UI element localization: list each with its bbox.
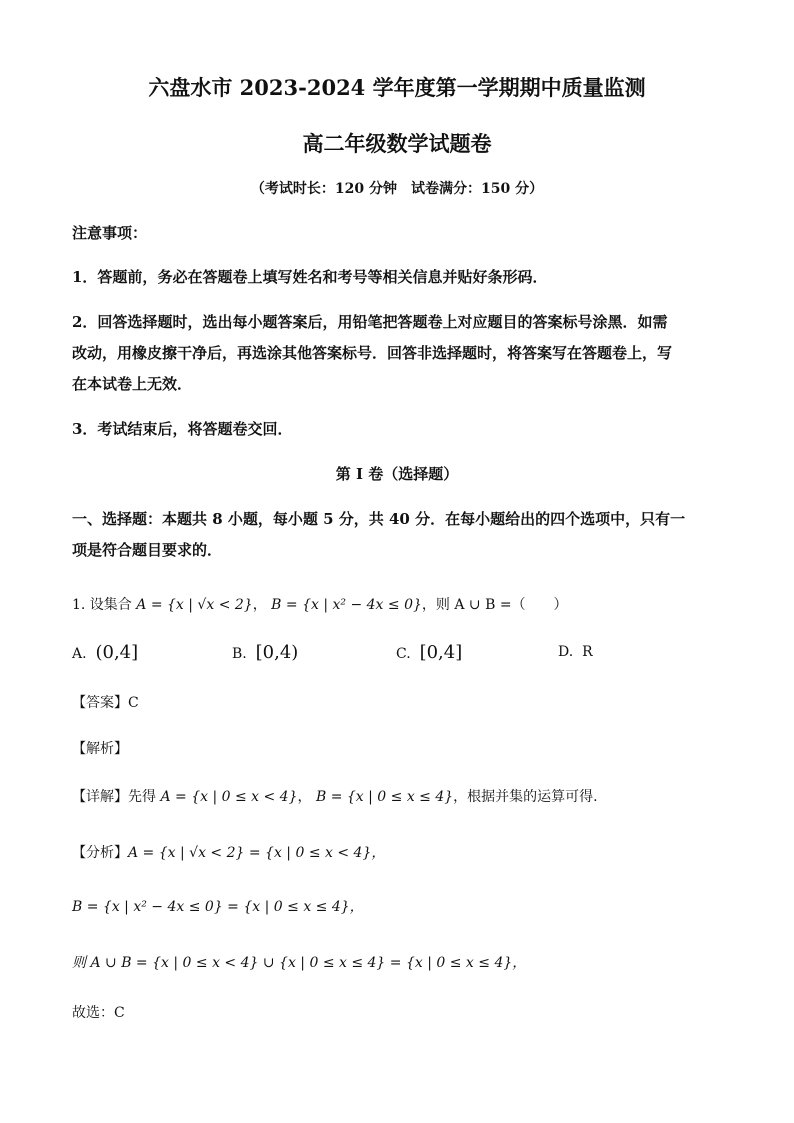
question-1-set-a: A = {x | √x < 2} <box>136 597 253 613</box>
conclusion: 故选：C <box>72 1005 125 1021</box>
question-1-set-b: B = {x | x² − 4x ≤ 0} <box>271 597 422 613</box>
section-intro-line-2: 项是符合题目要求的． <box>72 541 223 559</box>
section-title: 第 I 卷（选择题） <box>335 465 459 483</box>
note-item-1: 1．答题前，务必在答题卷上填写姓名和考号等相关信息并贴好条形码． <box>72 268 548 286</box>
answer-line <box>72 692 722 712</box>
note-item-3: 3．考试结束后，将答题卷交回． <box>72 420 293 438</box>
exam-info: （考试时长：120 分钟 试卷满分：150 分） <box>250 181 544 197</box>
analysis-step-2: B = {x | x² − 4x ≤ 0} = {x | 0 ≤ x ≤ 4}， <box>72 899 364 915</box>
option-b-value: [0,4) <box>255 642 299 663</box>
exam-subtitle: 高二年级数学试题卷 <box>302 131 492 156</box>
analysis-2-tag: 【分析】 <box>72 845 128 861</box>
note-item-2-line-1: 2．回答选择题时，选出每小题答案后，用铅笔把答题卷上对应题目的答案标号涂黑．如需 <box>72 313 668 331</box>
detail-tag: 【详解】 <box>72 789 128 805</box>
option-a-value: (0,4] <box>95 642 139 663</box>
analysis-tag: 【解析】 <box>72 741 128 757</box>
detail-set-a: A = {x | 0 ≤ x < 4} <box>160 789 298 805</box>
section-intro-line-1: 一、选择题：本题共 8 小题，每小题 5 分，共 40 分．在每小题给出的四个选项中，只有一 <box>72 510 686 528</box>
question-1-separator: ， <box>252 597 267 613</box>
option-c-value: [0,4] <box>419 642 463 663</box>
detail-text-1: 先得 <box>128 789 156 805</box>
option-d-label: D. <box>558 644 574 660</box>
detail-text-2: ，根据并集的运算可得. <box>453 789 598 805</box>
question-1-suffix: ，则 A ∪ B =（ ） <box>421 597 568 613</box>
question-1-stem <box>72 594 722 614</box>
exam-title: 六盘水市 2023-2024 学年度第一学期期中质量监测 <box>148 75 646 100</box>
note-item-2-line-2: 改动，用橡皮擦干净后，再选涂其他答案标号．回答非选择题时，将答案写在答题卷上，写 <box>72 344 673 362</box>
analysis-step-3: 则 A ∪ B = {x | 0 ≤ x < 4} ∪ {x | 0 ≤ x ≤ 4} = {x | 0 ≤ x ≤ 4}， <box>72 955 527 971</box>
question-1-prefix: 1. 设集合 <box>72 597 132 613</box>
analysis-step-1-expr: A = {x | √x < 2} = {x | 0 ≤ x < 4}， <box>128 845 386 861</box>
option-b-label: B. <box>232 646 247 662</box>
answer-tag: 【答案】 <box>72 695 128 711</box>
option-d-value: R <box>582 644 593 660</box>
option-b <box>232 642 298 663</box>
analysis-step-1 <box>72 842 722 862</box>
option-d <box>558 644 593 660</box>
notes-heading: 注意事项： <box>72 224 148 242</box>
answer-value: C <box>128 695 139 711</box>
option-a <box>72 642 138 663</box>
detail-set-b: B = {x | 0 ≤ x ≤ 4} <box>315 789 454 805</box>
option-c-label: C. <box>396 646 411 662</box>
option-a-label: A. <box>72 646 87 662</box>
detail-separator: ， <box>297 789 312 805</box>
option-c <box>396 642 462 663</box>
detail-line <box>72 786 722 806</box>
note-item-2-line-3: 在本试卷上无效． <box>72 375 193 393</box>
